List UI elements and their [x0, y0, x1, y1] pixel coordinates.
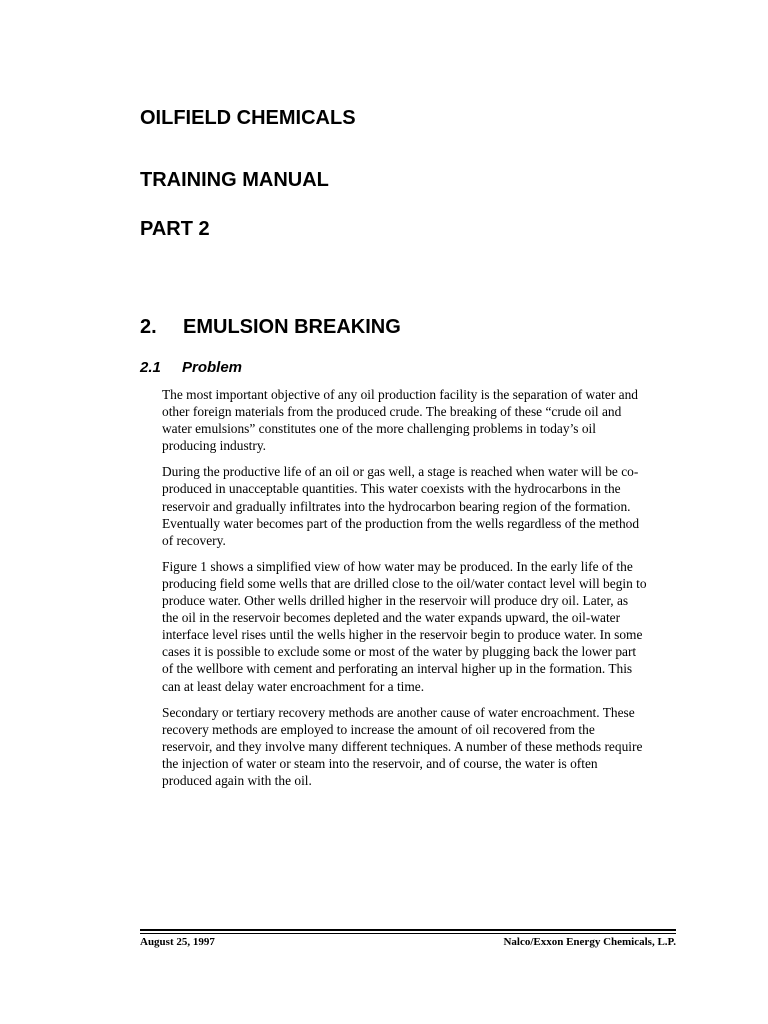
- paragraph-line: of recovery.: [162, 532, 226, 548]
- paragraph-line: cases it is possible to exclude some or most of the water by plugging back the lower part: [162, 644, 637, 660]
- paragraph-line: water emulsions” constitutes one of the more challenging problems in today’s oil: [162, 421, 596, 437]
- paragraph-line: Eventually water becomes part of the production from the wells regardless of the method: [162, 515, 640, 531]
- section-title: EMULSION BREAKING: [183, 316, 401, 338]
- paragraph-line: reservoir, and they involve many different techniques. A number of these methods require: [162, 738, 643, 754]
- paragraph: [162, 386, 670, 454]
- paragraph: [162, 463, 670, 548]
- paragraph-line: producing field some wells that are drilled close to the oil/water contact level will begin to: [162, 575, 647, 591]
- paragraph-line: produced again with the oil.: [162, 772, 312, 788]
- paragraph-line: produce water. Other wells drilled higher in the reservoir will produce dry oil. Later, as: [162, 593, 629, 609]
- paragraph-line: interface level rises until the wells higher in the reservoir begin to produce water. In some: [162, 627, 643, 643]
- footer-date: August 25, 1997: [140, 936, 215, 948]
- section-number: 2.: [140, 316, 157, 338]
- section-heading: [140, 315, 401, 339]
- subsection-number: 2.1: [140, 359, 161, 376]
- paragraph: [162, 558, 670, 695]
- paragraph-line: producing industry.: [162, 438, 267, 454]
- body-text: [162, 386, 670, 798]
- paragraph-line: other foreign materials from the produced crude. The breaking of these “crude oil and: [162, 404, 622, 420]
- paragraph-line: Figure 1 shows a simplified view of how water may be produced. In the early life of the: [162, 558, 633, 574]
- footer-rule-thin: [140, 933, 676, 934]
- document-title-line-2: TRAINING MANUAL: [140, 169, 329, 191]
- paragraph-line: produced in unacceptable quantities. This water coexists with the hydrocarbons in the: [162, 481, 621, 497]
- paragraph-line: Secondary or tertiary recovery methods are another cause of water encroachment. These: [162, 704, 635, 720]
- subsection-heading: [140, 359, 242, 377]
- paragraph-line: the oil in the reservoir becomes depleted and the water expands upward, the oil-water: [162, 610, 621, 626]
- paragraph-line: During the productive life of an oil or gas well, a stage is reached when water will be co-: [162, 464, 639, 480]
- subsection-title: Problem: [182, 359, 243, 376]
- footer-company: Nalco/Exxon Energy Chemicals, L.P.: [503, 936, 676, 948]
- paragraph: [162, 704, 670, 789]
- paragraph-line: reservoir and gradually infiltrates into the hydrocarbon bearing region of the formation.: [162, 498, 631, 514]
- document-title-line-1: OILFIELD CHEMICALS: [140, 107, 356, 129]
- footer-rule-thick: [140, 929, 676, 931]
- paragraph-line: of the wellbore with cement and perforating an interval higher up in the formation. This: [162, 661, 633, 677]
- paragraph-line: The most important objective of any oil production facility is the separation of water and: [162, 387, 638, 402]
- document-title-line-3: PART 2: [140, 218, 210, 240]
- paragraph-line: the injection of water or steam into the reservoir, and of course, the water is often: [162, 755, 598, 771]
- paragraph-line: can at least delay water encroachment for a time.: [162, 678, 425, 694]
- paragraph-line: recovery methods are employed to increase the amount of oil recovered from the: [162, 721, 595, 737]
